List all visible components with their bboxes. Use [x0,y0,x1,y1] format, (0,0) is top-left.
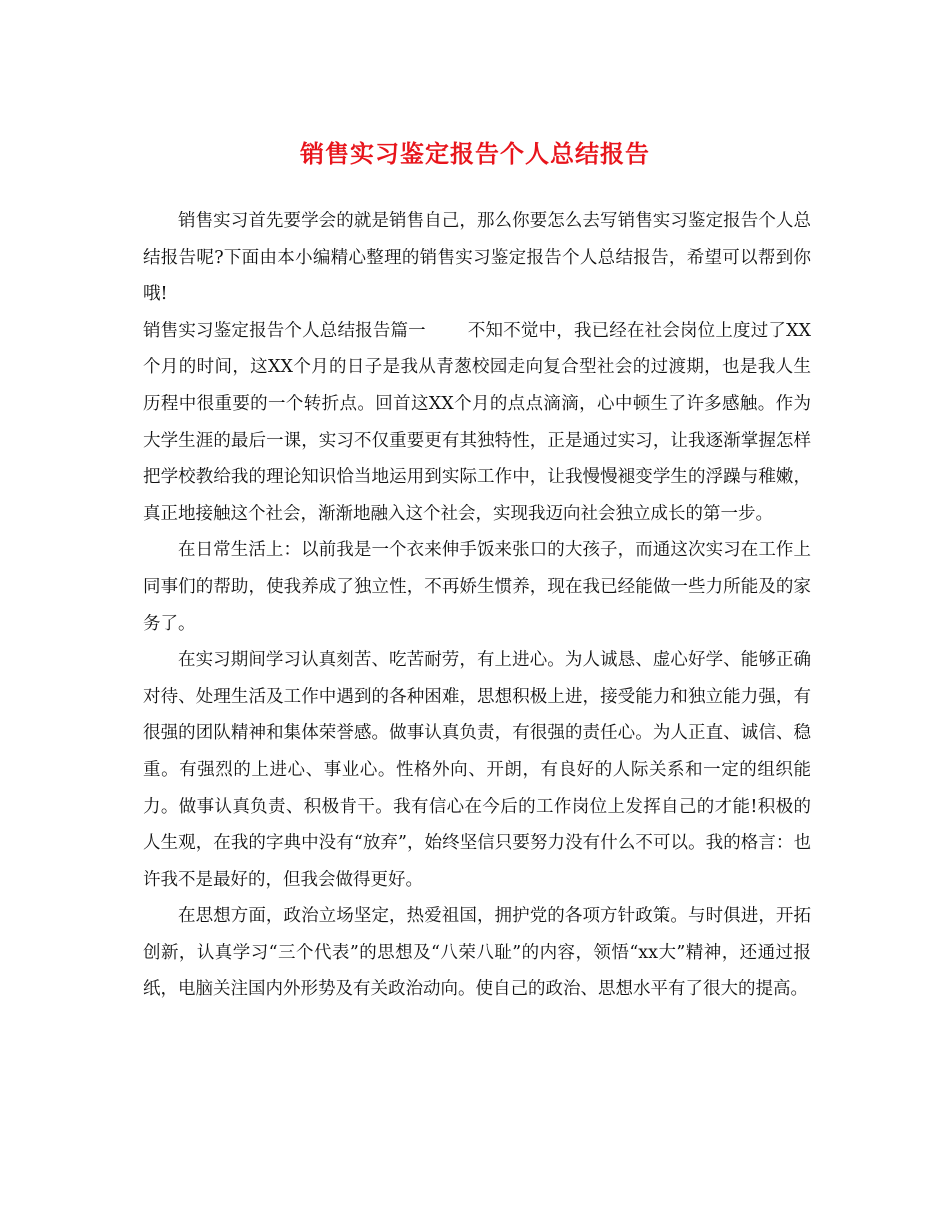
section-first-paragraph [143,313,811,533]
section-heading: 销售实习鉴定报告个人总结报告篇一 [143,320,426,341]
paragraph-daily-life: 在日常生活上：以前我是一个衣来伸手饭来张口的大孩子，而通这次实习在工作上同事们的帮助，使我养成了独立性，不再娇生惯养，现在我已经能做一些力所能及的家务了。 [143,540,811,634]
document-body [143,203,811,1008]
section-first-paragraph-text: 不知不觉中，我已经在社会岗位上度过了XX个月的时间，这XX个月的日子是我从青葱校园走向复合型社会的过渡期，也是我人生历程中很重要的一个转折点。回首这XX个月的点点滴滴，心中顿生了许多感触。作为大学生涯的最后一课，实习不仅重要更有其独特性，正是通过实习，让我逐渐掌握怎样把学校教给我的理论知识恰当地运用到实际工作中，让我慢慢褪变学生的浮躁与稚嫩，真正地接触这个社会，渐渐地融入这个社会，实现我迈向社会独立成长的第一步。 [143,320,811,524]
document-title: 销售实习鉴定报告个人总结报告 [300,139,650,168]
paragraph-ideology: 在思想方面，政治立场坚定，热爱祖国，拥护党的各项方针政策。与时俱进，开拓创新，认真学习“三个代表”的思想及“八荣八耻”的内容，领悟“xx大”精神，还通过报纸，电脑关注国内外形势及有关政治动向。使自己的政治、思想水平有了很大的提高。 [143,906,811,1000]
paragraph-internship-attitude: 在实习期间学习认真刻苦、吃苦耐劳，有上进心。为人诚恳、虚心好学、能够正确对待、处理生活及工作中遇到的各种困难，思想积极上进，接受能力和独立能力强，有很强的团队精神和集体荣誉感。做事认真负责，有很强的责任心。为人正直、诚信、稳重。有强烈的上进心、事业心。性格外向、开朗，有良好的人际关系和一定的组织能力。做事认真负责、积极肯干。我有信心在今后的工作岗位上发挥自己的才能!积极的人生观，在我的字典中没有“放弃”，始终坚信只要努力没有什么不可以。我的格言：也许我不是最好的，但我会做得更好。 [143,650,811,890]
intro-paragraph: 销售实习首先要学会的就是销售自己，那么你要怎么去写销售实习鉴定报告个人总结报告呢?下面由本小编精心整理的销售实习鉴定报告个人总结报告，希望可以帮到你哦! [143,211,811,305]
